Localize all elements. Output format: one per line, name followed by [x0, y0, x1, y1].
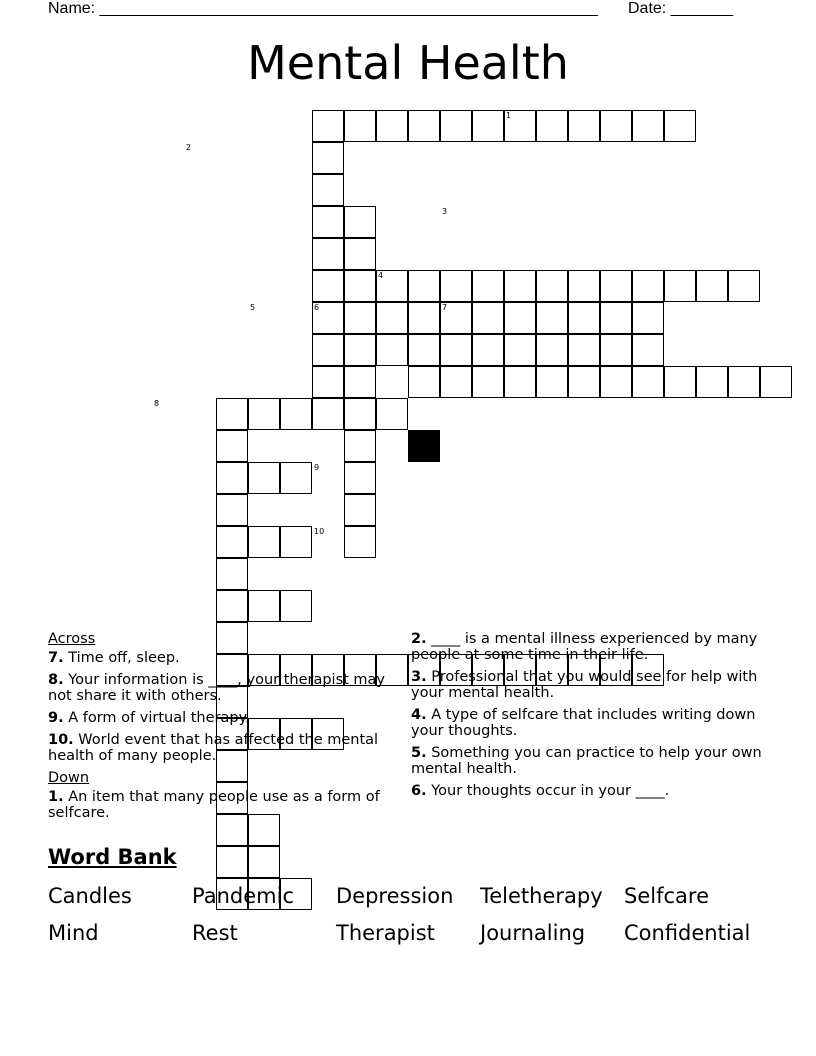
- crossword-cell[interactable]: [440, 366, 472, 398]
- crossword-cell[interactable]: [280, 462, 312, 494]
- crossword-cell[interactable]: [696, 366, 728, 398]
- across-clue: [48, 732, 393, 764]
- crossword-cell[interactable]: [632, 334, 664, 366]
- word-bank-item: Depression: [336, 884, 454, 908]
- crossword-cell[interactable]: [312, 334, 344, 366]
- crossword-cell[interactable]: [312, 366, 344, 398]
- down-clue: [411, 745, 771, 777]
- crossword-cell[interactable]: [632, 302, 664, 334]
- crossword-cell[interactable]: [568, 110, 600, 142]
- crossword-cell[interactable]: [376, 398, 408, 430]
- crossword-cell[interactable]: [344, 366, 376, 398]
- crossword-cell[interactable]: [312, 206, 344, 238]
- crossword-cell[interactable]: [312, 174, 344, 206]
- down-clue: [411, 707, 771, 739]
- clue-number: 6.: [411, 783, 427, 799]
- across-clue: [48, 710, 393, 726]
- word-bank-item: Teletherapy: [480, 884, 603, 908]
- crossword-cell[interactable]: [344, 398, 376, 430]
- across-clue: [48, 672, 393, 704]
- crossword-cell[interactable]: [216, 590, 248, 622]
- crossword-cell[interactable]: [472, 110, 504, 142]
- crossword-cell[interactable]: [344, 270, 376, 302]
- crossword-cell[interactable]: [664, 270, 696, 302]
- cell-number: 4: [378, 271, 384, 280]
- down-clue: [411, 631, 771, 663]
- page-title: Mental Health: [247, 36, 569, 90]
- crossword-cell[interactable]: [504, 302, 536, 334]
- clue-number: 2.: [411, 631, 427, 647]
- crossword-cell[interactable]: [440, 270, 472, 302]
- clues-right-column: [411, 631, 771, 805]
- crossword-cell[interactable]: [664, 110, 696, 142]
- crossword-cell[interactable]: [408, 270, 440, 302]
- word-bank-item: Journaling: [480, 921, 586, 945]
- crossword-cell[interactable]: [280, 526, 312, 558]
- word-bank-item: Therapist: [336, 921, 435, 945]
- crossword-cell[interactable]: [248, 590, 280, 622]
- down-clue: [411, 669, 771, 701]
- clue-number: 1.: [48, 789, 64, 805]
- clue-text: Your information is ____, your therapist may not share it with others.: [48, 672, 386, 704]
- clue-text: An item that many people use as a form of selfcare.: [48, 789, 380, 821]
- crossword-cell[interactable]: [568, 270, 600, 302]
- crossword-cell[interactable]: [376, 302, 408, 334]
- clue-text: World event that has affected the mental health of many people.: [48, 732, 379, 764]
- crossword-cell[interactable]: [760, 366, 792, 398]
- crossword-cell[interactable]: [504, 334, 536, 366]
- crossword-cell[interactable]: [344, 302, 376, 334]
- crossword-cell[interactable]: [344, 494, 376, 526]
- crossword-cell[interactable]: [536, 366, 568, 398]
- crossword-cell[interactable]: [472, 366, 504, 398]
- word-bank-item: Candles: [48, 884, 132, 908]
- crossword-cell[interactable]: [216, 430, 248, 462]
- crossword-cell[interactable]: [376, 334, 408, 366]
- crossword-cell[interactable]: [248, 526, 280, 558]
- crossword-cell[interactable]: [216, 526, 248, 558]
- crossword-cell[interactable]: [312, 398, 344, 430]
- clue-number: 8.: [48, 672, 64, 688]
- crossword-cell[interactable]: [216, 462, 248, 494]
- clue-number: 3.: [411, 669, 427, 685]
- cell-number: 6: [314, 303, 320, 312]
- crossword-cell[interactable]: [312, 238, 344, 270]
- word-bank-item: Pandemic: [192, 884, 294, 908]
- name-field-label: Name: ________________________________________________________: [48, 0, 598, 17]
- crossword-cell[interactable]: [312, 142, 344, 174]
- clue-text: Something you can practice to help your own mental health.: [411, 745, 762, 777]
- clue-number: 9.: [48, 710, 64, 726]
- crossword-cell[interactable]: [664, 366, 696, 398]
- cell-number: 10: [314, 527, 325, 536]
- crossword-cell[interactable]: [632, 110, 664, 142]
- crossword-cell[interactable]: [312, 270, 344, 302]
- crossword-cell[interactable]: [248, 398, 280, 430]
- crossword-cell[interactable]: [408, 366, 440, 398]
- crossword-cell[interactable]: [600, 270, 632, 302]
- crossword-cell[interactable]: [344, 238, 376, 270]
- crossword-cell[interactable]: [376, 110, 408, 142]
- crossword-cell[interactable]: [632, 366, 664, 398]
- crossword-cell[interactable]: [600, 366, 632, 398]
- crossword-cell[interactable]: [472, 334, 504, 366]
- crossword-cell[interactable]: [600, 302, 632, 334]
- crossword-cell[interactable]: [216, 494, 248, 526]
- crossword-cell[interactable]: [568, 366, 600, 398]
- crossword-cell[interactable]: [408, 302, 440, 334]
- clue-text: Professional that you would see for help with your mental health.: [411, 669, 758, 701]
- cell-number: 9: [314, 463, 320, 472]
- crossword-cell[interactable]: [568, 302, 600, 334]
- crossword-cell[interactable]: [440, 334, 472, 366]
- across-heading: Across: [48, 631, 96, 647]
- crossword-cell[interactable]: [248, 462, 280, 494]
- crossword-cell[interactable]: [248, 846, 280, 878]
- word-bank-title: Word Bank: [48, 845, 177, 869]
- clue-text: Time off, sleep.: [68, 650, 180, 666]
- clue-text: A type of selfcare that includes writing down your thoughts.: [411, 707, 756, 739]
- word-bank-item: Selfcare: [624, 884, 709, 908]
- cell-number: 8: [154, 399, 160, 408]
- crossword-cell[interactable]: [728, 366, 760, 398]
- clue-number: 4.: [411, 707, 427, 723]
- crossword-cell[interactable]: [408, 334, 440, 366]
- down-clue: [411, 783, 771, 799]
- down-clue: [48, 789, 393, 821]
- crossword-cell[interactable]: [344, 206, 376, 238]
- crossword-cell[interactable]: [280, 590, 312, 622]
- crossword-cell[interactable]: [440, 110, 472, 142]
- crossword-cell[interactable]: [344, 110, 376, 142]
- clue-number: 7.: [48, 650, 64, 666]
- word-bank-item: Rest: [192, 921, 238, 945]
- clue-number: 10.: [48, 732, 74, 748]
- crossword-cell[interactable]: [472, 302, 504, 334]
- crossword-cell[interactable]: [408, 110, 440, 142]
- cell-number: 5: [250, 303, 256, 312]
- crossword-cell[interactable]: [344, 430, 376, 462]
- word-bank-item: Confidential: [624, 921, 751, 945]
- crossword-cell[interactable]: [216, 846, 248, 878]
- crossword-cell[interactable]: [696, 270, 728, 302]
- crossword-cell[interactable]: [536, 270, 568, 302]
- crossword-cell[interactable]: [536, 302, 568, 334]
- cell-number: 1: [506, 111, 512, 120]
- across-clue: [48, 650, 393, 666]
- crossword-blocked-cell: [408, 430, 440, 462]
- crossword-cell[interactable]: [216, 398, 248, 430]
- crossword-cell[interactable]: [344, 462, 376, 494]
- crossword-cell[interactable]: [312, 110, 344, 142]
- crossword-cell[interactable]: [728, 270, 760, 302]
- clue-text: ____ is a mental illness experienced by many people at some time in their life.: [411, 631, 758, 663]
- clues-left-column: [48, 631, 393, 827]
- crossword-cell[interactable]: [632, 270, 664, 302]
- cell-number: 2: [186, 143, 192, 152]
- cell-number: 3: [442, 207, 448, 216]
- crossword-cell[interactable]: [280, 398, 312, 430]
- crossword-cell[interactable]: [216, 558, 248, 590]
- crossword-cell[interactable]: [536, 334, 568, 366]
- crossword-cell[interactable]: [568, 334, 600, 366]
- crossword-cell[interactable]: [472, 270, 504, 302]
- crossword-cell[interactable]: [344, 526, 376, 558]
- crossword-cell[interactable]: [504, 366, 536, 398]
- down-heading: Down: [48, 770, 90, 786]
- cell-number: 7: [442, 303, 448, 312]
- crossword-cell[interactable]: [344, 334, 376, 366]
- clue-text: Your thoughts occur in your ____.: [431, 783, 670, 799]
- word-bank-item: Mind: [48, 921, 99, 945]
- crossword-cell[interactable]: [600, 110, 632, 142]
- clue-text: A form of virtual therapy.: [68, 710, 250, 726]
- crossword-cell[interactable]: [504, 270, 536, 302]
- crossword-cell[interactable]: [536, 110, 568, 142]
- crossword-cell[interactable]: [600, 334, 632, 366]
- clue-number: 5.: [411, 745, 427, 761]
- date-field-label: Date: _______: [628, 0, 733, 17]
